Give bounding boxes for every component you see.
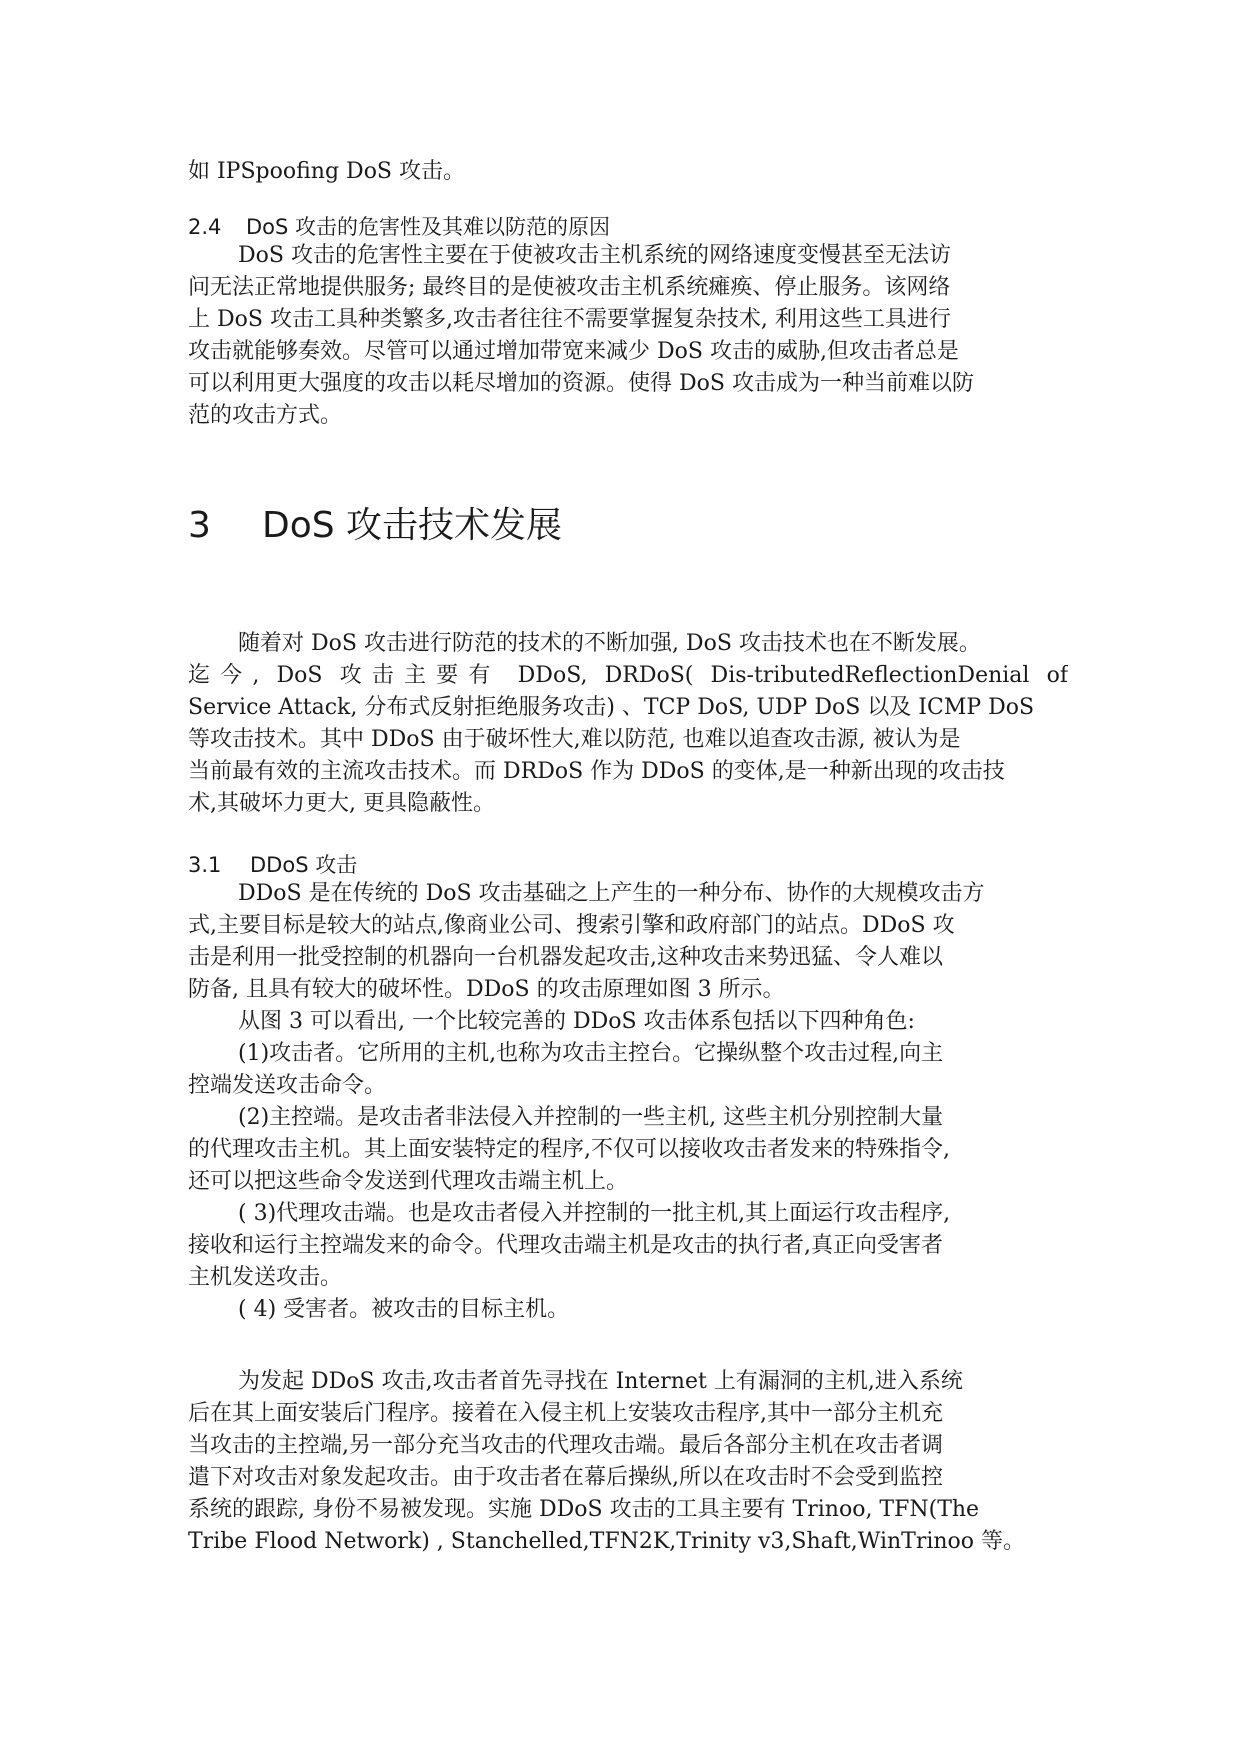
paragraph-line: 为发起 DDoS 攻击,攻击者首先寻找在 Internet 上有漏洞的主机,进入系统 xyxy=(238,1369,963,1394)
section-heading-2-4 xyxy=(188,212,610,242)
paragraph-line: 控端发送攻击命令。 xyxy=(188,1073,387,1098)
section-heading-3-1 xyxy=(188,850,357,880)
paragraph-line: 如 IPSpoofing DoS 攻击。 xyxy=(188,159,465,184)
paragraph-line: 击是利用一批受控制的机器向一台机器发起攻击,这种攻击来势迅猛、令人难以 xyxy=(188,945,943,970)
section-number: 3.1 xyxy=(188,853,222,877)
paragraph-line: 上 DoS 攻击工具种类繁多,攻击者往往不需要掌握复杂技术, 利用这些工具进行 xyxy=(188,307,951,332)
paragraph-line: 接收和运行主控端发来的命令。代理攻击端主机是攻击的执行者,真正向受害者 xyxy=(188,1233,943,1258)
paragraph-line: 还可以把这些命令发送到代理攻击端主机上。 xyxy=(188,1169,629,1194)
paragraph-line: 当前最有效的主流攻击技术。而 DRDoS 作为 DDoS 的变体,是一种新出现的攻击技 xyxy=(188,759,1005,784)
section-title: DoS 攻击的危害性及其难以防范的原因 xyxy=(246,215,611,239)
paragraph-line: Tribe Flood Network) , Stanchelled,TFN2K,Trinity v3,Shaft,WinTrinoo 等。 xyxy=(188,1529,1026,1554)
section-number: 2.4 xyxy=(188,215,222,239)
paragraph-line: ( 3)代理攻击端。也是攻击者侵入并控制的一批主机,其上面运行攻击程序, xyxy=(238,1201,951,1226)
chapter-number: 3 xyxy=(188,505,211,546)
paragraph-line: 随着对 DoS 攻击进行防范的技术的不断加强, DoS 攻击技术也在不断发展。 xyxy=(238,631,981,656)
paragraph-line: 可以利用更大强度的攻击以耗尽增加的资源。使得 DoS 攻击成为一种当前难以防 xyxy=(188,371,974,396)
paragraph-line: (1)攻击者。它所用的主机,也称为攻击主控台。它操纵整个攻击过程,向主 xyxy=(238,1041,944,1066)
paragraph-line: 从图 3 可以看出, 一个比较完善的 DDoS 攻击体系包括以下四种角色: xyxy=(238,1009,915,1034)
paragraph-line: DoS 攻击的危害性主要在于使被攻击主机系统的网络速度变慢甚至无法访 xyxy=(238,243,951,268)
paragraph-line: 式,主要目标是较大的站点,像商业公司、搜索引擎和政府部门的站点。DDoS 攻 xyxy=(188,913,955,938)
paragraph-line: 术,其破坏力更大, 更具隐蔽性。 xyxy=(188,791,495,816)
paragraph-line: 防备, 且具有较大的破坏性。DDoS 的攻击原理如图 3 所示。 xyxy=(188,977,785,1002)
section-title: DDoS 攻击 xyxy=(250,853,358,877)
paragraph-line: 主机发送攻击。 xyxy=(188,1265,343,1290)
paragraph-line: 后在其上面安装后门程序。接着在入侵主机上安装攻击程序,其中一部分主机充 xyxy=(188,1401,943,1426)
paragraph-line: 攻击就能够奏效。尽管可以通过增加带宽来减少 DoS 攻击的威胁,但攻击者总是 xyxy=(188,339,959,364)
paragraph-line: 遣下对攻击对象发起攻击。由于攻击者在幕后操纵,所以在攻击时不会受到监控 xyxy=(188,1465,943,1490)
chapter-title: DoS 攻击技术发展 xyxy=(262,505,563,546)
chapter-heading-3 xyxy=(188,504,562,548)
paragraph-line: 迄今, DoS 攻击主要有 DDoS, DRDoS( Dis-tributedReflectionDenial of xyxy=(188,663,1068,688)
paragraph-line: Service Attack, 分布式反射拒绝服务攻击) 、TCP DoS, UDP DoS 以及 ICMP DoS xyxy=(188,695,1035,720)
paragraph-line: 等攻击技术。其中 DDoS 由于破坏性大,难以防范, 也难以追查攻击源, 被认为是 xyxy=(188,727,961,752)
paragraph-line: DDoS 是在传统的 DoS 攻击基础之上产生的一种分布、协作的大规模攻击方 xyxy=(238,881,985,906)
paragraph-line: 当攻击的主控端,另一部分充当攻击的代理攻击端。最后各部分主机在攻击者调 xyxy=(188,1433,943,1458)
paragraph-line: 的代理攻击主机。其上面安装特定的程序,不仅可以接收攻击者发来的特殊指令, xyxy=(188,1137,950,1162)
paragraph-line: 范的攻击方式。 xyxy=(188,403,343,428)
paragraph-line: 问无法正常地提供服务; 最终目的是使被攻击主机系统瘫痪、停止服务。该网络 xyxy=(188,275,951,300)
paragraph-line: (2)主控端。是攻击者非法侵入并控制的一些主机, 这些主机分别控制大量 xyxy=(238,1105,944,1130)
paragraph-line: 系统的跟踪, 身份不易被发现。实施 DDoS 攻击的工具主要有 Trinoo, TFN(The xyxy=(188,1497,980,1522)
paragraph-line: ( 4) 受害者。被攻击的目标主机。 xyxy=(238,1297,570,1322)
